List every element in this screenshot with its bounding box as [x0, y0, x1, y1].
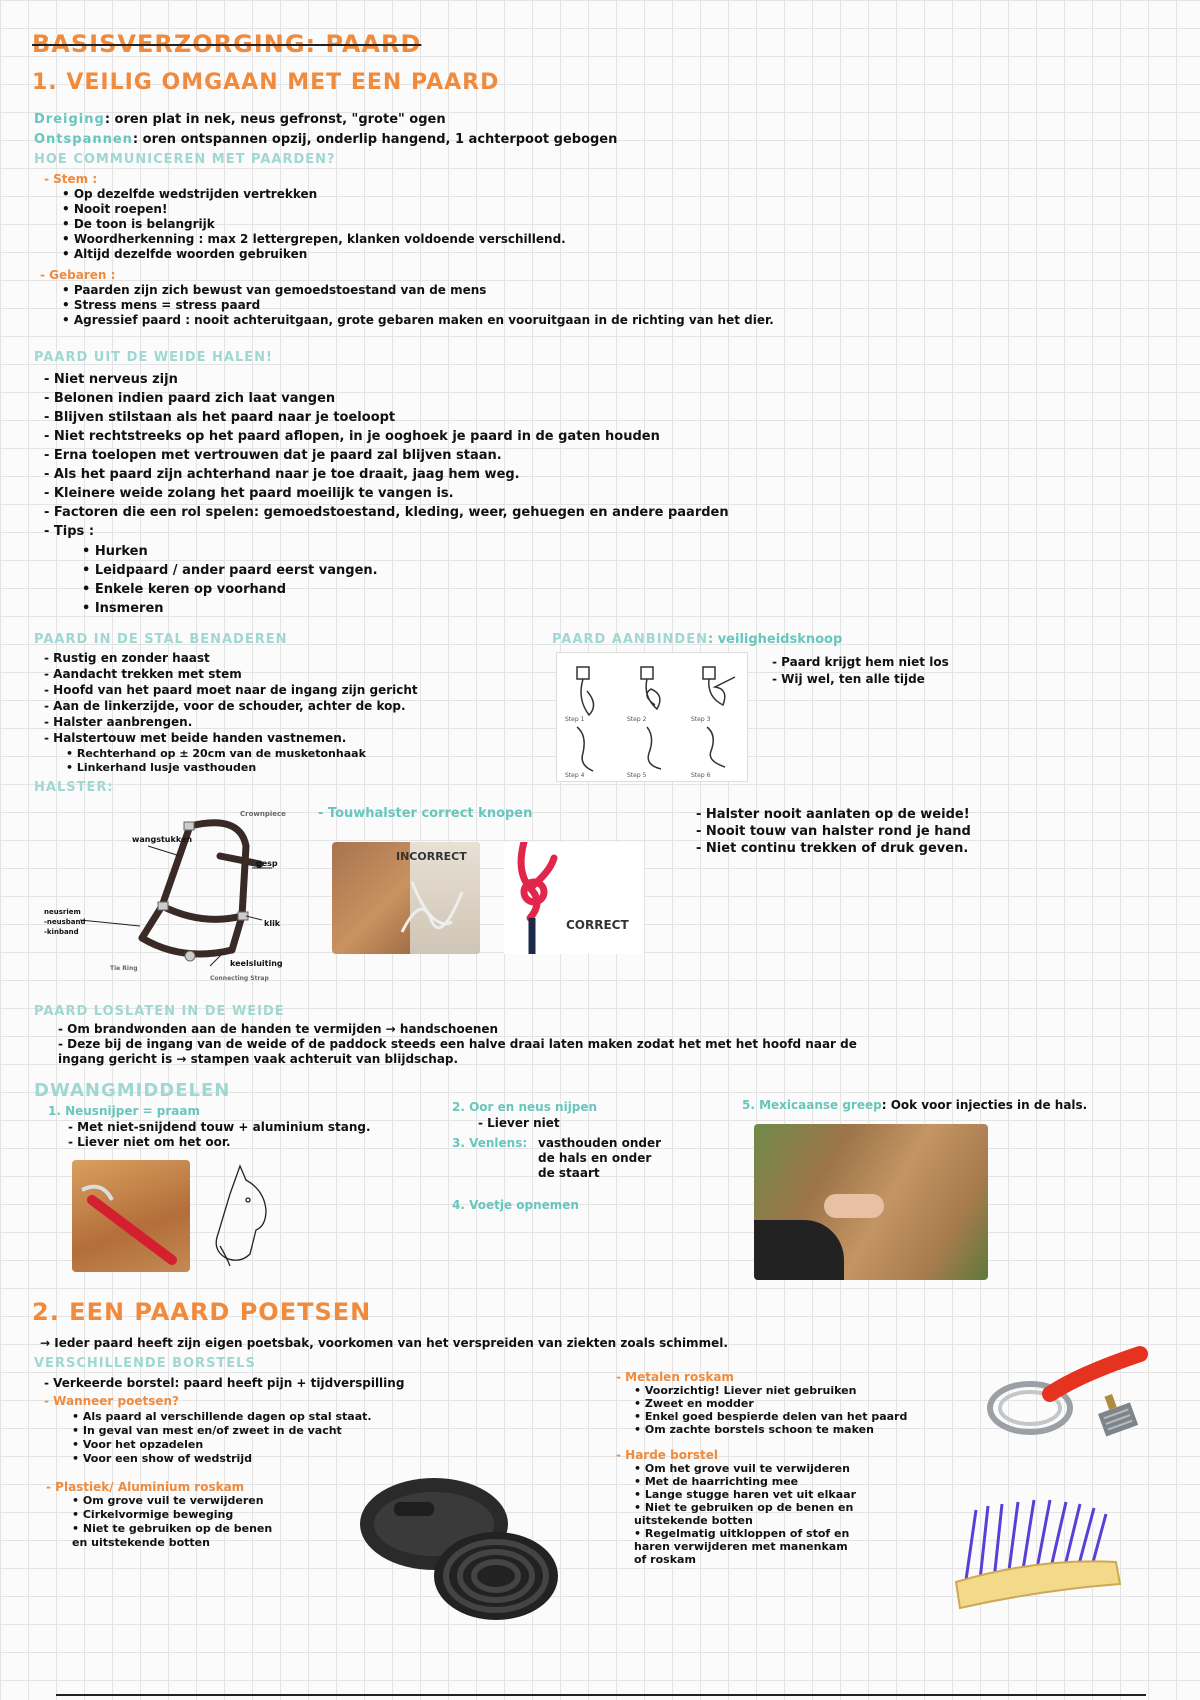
aanbinden-list — [772, 654, 949, 688]
knot-incorrect-icon — [392, 872, 472, 942]
list-item: • Nooit roepen! — [62, 202, 168, 216]
dwang-heading: DWANGMIDDELEN — [34, 1080, 231, 1101]
list-item: - Om brandwonden aan de handen te vermijden → handschoenen — [58, 1022, 499, 1036]
knot-step-label: Step 5 — [627, 772, 647, 779]
dwang1-list — [68, 1120, 371, 1150]
ontspannen-text: : oren ontspannen opzij, onderlip hangend, 1 achterpoot gebogen — [132, 132, 618, 147]
ontspannen-line — [34, 132, 617, 148]
incorrect-photo — [332, 842, 480, 954]
list-item: • Om grove vuil te verwijderen — [72, 1494, 264, 1507]
touwhalster-title: - Touwhalster correct knopen — [318, 806, 533, 821]
list-item: - Blijven stilstaan als het paard naar je toeloopt — [44, 410, 396, 425]
plastiek-list — [72, 1494, 272, 1550]
list-item: - Rustig en zonder haast — [44, 651, 210, 665]
metalen-title: - Metalen roskam — [616, 1370, 734, 1384]
list-item: • Linkerhand lusje vasthouden — [66, 761, 257, 774]
list-item: - Wij wel, ten alle tijde — [772, 672, 925, 686]
weide-heading: PAARD UIT DE WEIDE HALEN! — [34, 350, 273, 365]
list-item: - Halster nooit aanlaten op de weide! — [696, 807, 970, 822]
list-item: - Deze bij de ingang van de weide of de paddock steeds een halve draai laten maken zodat het met het hoofd naar de — [58, 1037, 857, 1051]
label-keelsluiting: keelsluiting — [230, 959, 283, 968]
label-kinband: -kinband — [44, 928, 79, 936]
list-item: - Aandacht trekken met stem — [44, 667, 242, 681]
label-connecting-strap: Connecting Strap — [210, 975, 269, 982]
list-item: haren verwijderen met manenkam — [634, 1540, 848, 1553]
halster-notes — [696, 806, 971, 857]
section2-heading: 2. EEN PAARD POETSEN — [32, 1298, 372, 1326]
correct-photo — [504, 842, 644, 954]
stal-sub-list — [66, 747, 366, 775]
list-item: • Regelmatig uitkloppen of stof en — [634, 1527, 850, 1540]
list-item: • In geval van mest en/of zweet in de vacht — [72, 1424, 342, 1437]
gebaren-block — [40, 268, 774, 328]
incorrect-label: INCORRECT — [396, 850, 467, 863]
dwang5-title: 5. Mexicaanse greep — [742, 1098, 882, 1112]
stal-list — [44, 650, 418, 746]
list-item: • Zweet en modder — [634, 1397, 754, 1410]
knot-step-label: Step 4 — [565, 772, 585, 779]
correct-label: CORRECT — [566, 918, 629, 932]
halster-heading: HALSTER: — [34, 780, 114, 795]
stem-label: - Stem : — [44, 172, 98, 186]
list-item: • Voorzichtig! Liever niet gebruiken — [634, 1384, 857, 1397]
list-item: • Agressief paard : nooit achteruitgaan, grote gebaren maken en vooruitgaan in de richting van het dier. — [62, 313, 774, 327]
dwang1-title: 1. Neusnijper = praam — [48, 1104, 200, 1118]
loslaten-list — [58, 1022, 857, 1067]
list-item: - Niet rechtstreeks op het paard aflopen, in je ooghoek je paard in de gaten houden — [44, 429, 660, 444]
plastiek-title: - Plastiek/ Aluminium roskam — [46, 1480, 245, 1494]
harde-borstel-image — [946, 1490, 1126, 1614]
borstels-line: - Verkeerde borstel: paard heeft pijn + tijdverspilling — [44, 1376, 405, 1390]
dwang2-title: 2. Oor en neus nijpen — [452, 1100, 598, 1114]
neusnijper-photo — [72, 1160, 190, 1272]
list-item: • Op dezelfde wedstrijden vertrekken — [62, 187, 318, 201]
photo-hand-shape — [824, 1194, 884, 1218]
metalen-roskam-icon — [980, 1342, 1152, 1458]
knot-correct-icon — [504, 842, 644, 954]
dwang2-sub: - Liever niet — [478, 1116, 560, 1130]
list-item: - Belonen indien paard zich laat vangen — [44, 391, 336, 406]
knot-step-label: Step 6 — [691, 772, 711, 779]
list-item: en uitstekende botten — [72, 1536, 210, 1549]
label-crownpiece: Crownpiece — [240, 810, 286, 818]
label-neusband: -neusband — [44, 918, 86, 926]
section2-intro: → Ieder paard heeft zijn eigen poetsbak, voorkomen van het verspreiden van ziekten zoals schimmel. — [40, 1336, 728, 1350]
list-item: - Hoofd van het paard moet naar de ingang zijn gericht — [44, 683, 418, 697]
list-item: • Stress mens = stress paard — [62, 298, 261, 312]
dwang5-line — [742, 1098, 1087, 1112]
halster-drawing — [40, 806, 310, 986]
tips-list — [82, 542, 378, 618]
photo-arm-shape — [754, 1220, 844, 1280]
dwang3-list — [538, 1136, 661, 1181]
list-item: • Enkel goed bespierde delen van het paard — [634, 1410, 908, 1423]
gebaren-list — [40, 283, 774, 328]
list-item: • Paarden zijn zich bewust van gemoedstoestand van de mens — [62, 283, 487, 297]
horse-head-icon — [200, 1160, 276, 1272]
list-item: - Halster aanbrengen. — [44, 715, 193, 729]
label-klik: klik — [264, 919, 281, 928]
list-item: • Niet te gebruiken op de benen — [72, 1522, 273, 1535]
list-item: • Niet te gebruiken op de benen en — [634, 1501, 854, 1514]
list-item: - Halstertouw met beide handen vastnemen. — [44, 731, 347, 745]
list-item: • Cirkelvormige beweging — [72, 1508, 234, 1521]
stem-list — [44, 187, 566, 262]
list-item: • Met de haarrichting mee — [634, 1475, 799, 1488]
knot-diagram — [556, 652, 748, 782]
knot-steps-drawing — [557, 653, 747, 781]
dreiging-text: : oren plat in nek, neus gefronst, "grote" ogen — [104, 112, 446, 127]
gebaren-label: - Gebaren : — [40, 268, 116, 282]
list-item: • Voor een show of wedstrijd — [72, 1452, 252, 1465]
list-item: uitstekende botten — [634, 1514, 753, 1527]
loslaten-heading: PAARD LOSLATEN IN DE WEIDE — [34, 1004, 285, 1019]
list-item: ingang gericht is → stampen vaak achteruit van blijdschap. — [58, 1052, 459, 1066]
bottom-divider — [56, 1694, 1146, 1696]
communiceren-heading: HOE COMMUNICEREN MET PAARDEN? — [34, 152, 336, 167]
knot-step-label: Step 3 — [691, 716, 711, 723]
list-item: - Liever niet om het oor. — [68, 1135, 231, 1149]
dreiging-label: Dreiging — [34, 112, 105, 127]
list-item: • Hurken — [82, 544, 148, 559]
neusnijper-tool-icon — [72, 1160, 190, 1272]
list-item: • Enkele keren op voorhand — [82, 582, 287, 597]
dwang5-text: : Ook voor injecties in de hals. — [881, 1098, 1088, 1112]
list-item: de hals en onder — [538, 1151, 652, 1165]
list-item: vasthouden onder — [538, 1136, 662, 1150]
list-item: • Woordherkenning : max 2 lettergrepen, klanken voldoende verschillend. — [62, 232, 566, 246]
rubber-roskam-image — [354, 1472, 564, 1624]
wanneer-title: - Wanneer poetsen? — [44, 1394, 180, 1408]
list-item: • Altijd dezelfde woorden gebruiken — [62, 247, 308, 261]
metalen-roskam-image — [980, 1342, 1152, 1458]
list-item: - Met niet-snijdend touw + aluminium stang. — [68, 1120, 371, 1134]
list-item: • De toon is belangrijk — [62, 217, 215, 231]
list-item: - Nooit touw van halster rond je hand — [696, 824, 971, 839]
weide-list — [44, 370, 729, 541]
knot-step-label: Step 2 — [627, 716, 647, 723]
stem-block — [44, 172, 566, 262]
dreiging-line — [34, 112, 446, 128]
halster-diagram — [40, 806, 310, 986]
stal-heading: PAARD IN DE STAL BENADEREN — [34, 632, 288, 647]
list-item: - Kleinere weide zolang het paard moeilijk te vangen is. — [44, 486, 454, 501]
horse-head-sketch — [200, 1160, 276, 1272]
aanbinden-sub: : veiligheidsknoop — [707, 632, 843, 647]
list-item: - Erna toelopen met vertrouwen dat je paard zal blijven staan. — [44, 448, 502, 463]
label-tie-ring: Tie Ring — [110, 965, 138, 972]
label-neus: neusriem — [44, 908, 81, 916]
list-item: - Niet continu trekken of druk geven. — [696, 841, 969, 856]
aanbinden-heading: PAARD AANBINDEN — [552, 632, 708, 647]
knot-step-label: Step 1 — [565, 716, 585, 723]
list-item: - Paard krijgt hem niet los — [772, 655, 949, 669]
list-item: of roskam — [634, 1553, 696, 1566]
dwang4-title: 4. Voetje opnemen — [452, 1198, 579, 1212]
list-item: - Factoren die een rol spelen: gemoedstoestand, kleding, weer, gehuegen en andere paarden — [44, 505, 729, 520]
harde-list — [634, 1462, 856, 1566]
list-item: • Voor het opzadelen — [72, 1438, 204, 1451]
harde-title: - Harde borstel — [616, 1448, 719, 1462]
mexicaanse-greep-photo — [754, 1124, 988, 1280]
dwang3-title: 3. Venlens: — [452, 1136, 528, 1150]
ontspannen-label: Ontspannen — [34, 132, 133, 147]
list-item: - Aan de linkerzijde, voor de schouder, achter de kop. — [44, 699, 406, 713]
borstels-heading: VERSCHILLENDE BORSTELS — [34, 1356, 256, 1371]
harde-borstel-icon — [946, 1490, 1126, 1614]
wanneer-list — [72, 1410, 372, 1466]
list-item: • Om het grove vuil te verwijderen — [634, 1462, 850, 1475]
list-item: - Niet nerveus zijn — [44, 372, 178, 387]
page-title: BASISVERZORGING: PAARD — [32, 30, 422, 58]
section1-heading: 1. VEILIG OMGAAN MET EEN PAARD — [32, 70, 500, 95]
rubber-roskam-icon — [354, 1472, 564, 1624]
metalen-list — [634, 1384, 907, 1436]
list-item: • Om zachte borstels schoon te maken — [634, 1423, 874, 1436]
list-item: • Als paard al verschillende dagen op stal staat. — [72, 1410, 372, 1423]
list-item: • Leidpaard / ander paard eerst vangen. — [82, 563, 378, 578]
list-item: - Als het paard zijn achterhand naar je toe draait, jaag hem weg. — [44, 467, 520, 482]
list-item: de staart — [538, 1166, 600, 1180]
list-item: • Lange stugge haren vet uit elkaar — [634, 1488, 856, 1501]
list-item: • Rechterhand op ± 20cm van de musketonhaak — [66, 747, 366, 760]
dwang3-block — [452, 1136, 527, 1150]
list-item: • Insmeren — [82, 601, 164, 616]
aanbinden-title — [552, 632, 842, 647]
label-wangstuk: wangstukken — [132, 835, 193, 844]
list-item: - Tips : — [44, 524, 95, 539]
label-gesp: gesp — [256, 859, 278, 868]
